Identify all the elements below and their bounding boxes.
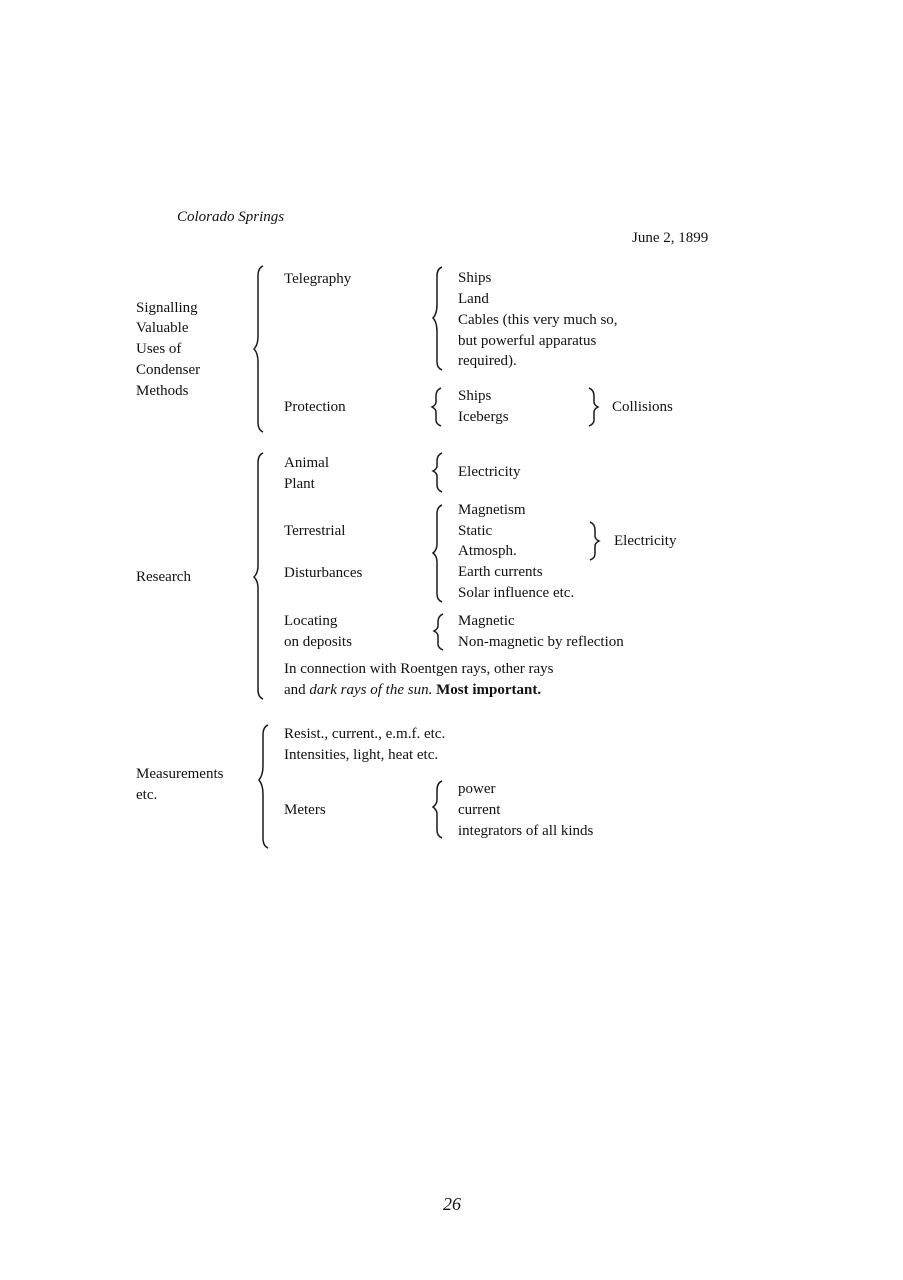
label-plant: Plant [284, 476, 315, 492]
animal-plant-item: Electricity [458, 464, 521, 480]
brace-protection [432, 388, 441, 426]
group-label-signalling: Signalling [136, 300, 198, 316]
brace-animal-plant [433, 453, 442, 492]
group-label-measurements: etc. [136, 787, 158, 803]
terrestrial-item: Earth currents [458, 564, 543, 580]
telegraphy-item: required). [458, 353, 517, 369]
measurement-line: Resist., current., e.m.f. etc. [284, 726, 446, 742]
terrestrial-item: Atmosph. [458, 543, 517, 559]
label-protection: Protection [284, 399, 346, 415]
protection-result: Collisions [612, 399, 673, 415]
group-label-signalling: Condenser [136, 362, 201, 378]
note-bold: Most important. [436, 682, 542, 698]
brace-locating [434, 614, 443, 650]
label-locating: Locating [284, 613, 338, 629]
research-note-line1: In connection with Roentgen rays, other rays [284, 661, 554, 677]
label-terrestrial: Terrestrial [284, 523, 346, 539]
protection-item: Ships [458, 388, 492, 404]
telegraphy-item: Land [458, 291, 489, 307]
group-label-signalling: Methods [136, 383, 189, 399]
place-heading: Colorado Springs [177, 209, 285, 225]
brace-collisions [589, 388, 598, 426]
group-label-signalling: Valuable [136, 320, 189, 336]
meters-item: integrators of all kinds [458, 823, 594, 839]
group-label-research: Research [136, 569, 191, 585]
telegraphy-item: Ships [458, 270, 492, 286]
label-meters: Meters [284, 802, 326, 818]
telegraphy-item: Cables (this very much so, [458, 312, 618, 328]
brace-meters [433, 781, 442, 838]
note-prefix: and [284, 682, 310, 698]
research-note-line2 [284, 680, 541, 700]
terrestrial-item: Static [458, 523, 493, 539]
label-animal: Animal [284, 455, 329, 471]
meters-item: current [458, 802, 501, 818]
brace-electricity [590, 522, 599, 560]
terrestrial-item: Magnetism [458, 502, 526, 518]
protection-item: Icebergs [458, 409, 509, 425]
page-number: 26 [443, 1194, 461, 1214]
label-disturbances: Disturbances [284, 565, 363, 581]
measurement-line: Intensities, light, heat etc. [284, 747, 439, 763]
label-on-deposits: on deposits [284, 634, 352, 650]
terrestrial-item: Solar influence etc. [458, 585, 575, 601]
brace-research [254, 453, 263, 699]
group-label-signalling: Uses of [136, 341, 182, 357]
note-italic: dark rays of the sun. [309, 682, 433, 698]
brace-terrestrial [433, 505, 442, 602]
brace-telegraphy [433, 267, 442, 370]
locating-item: Non-magnetic by reflection [458, 634, 624, 650]
locating-item: Magnetic [458, 613, 515, 629]
group-label-measurements: Measurements [136, 766, 224, 782]
brace-measurements [259, 725, 268, 848]
brace-signalling [254, 266, 263, 432]
date-line: June 2, 1899 [632, 230, 709, 246]
meters-item: power [458, 781, 496, 797]
telegraphy-item: but powerful apparatus [458, 333, 597, 349]
terrestrial-result: Electricity [614, 533, 677, 549]
label-telegraphy: Telegraphy [284, 271, 352, 287]
